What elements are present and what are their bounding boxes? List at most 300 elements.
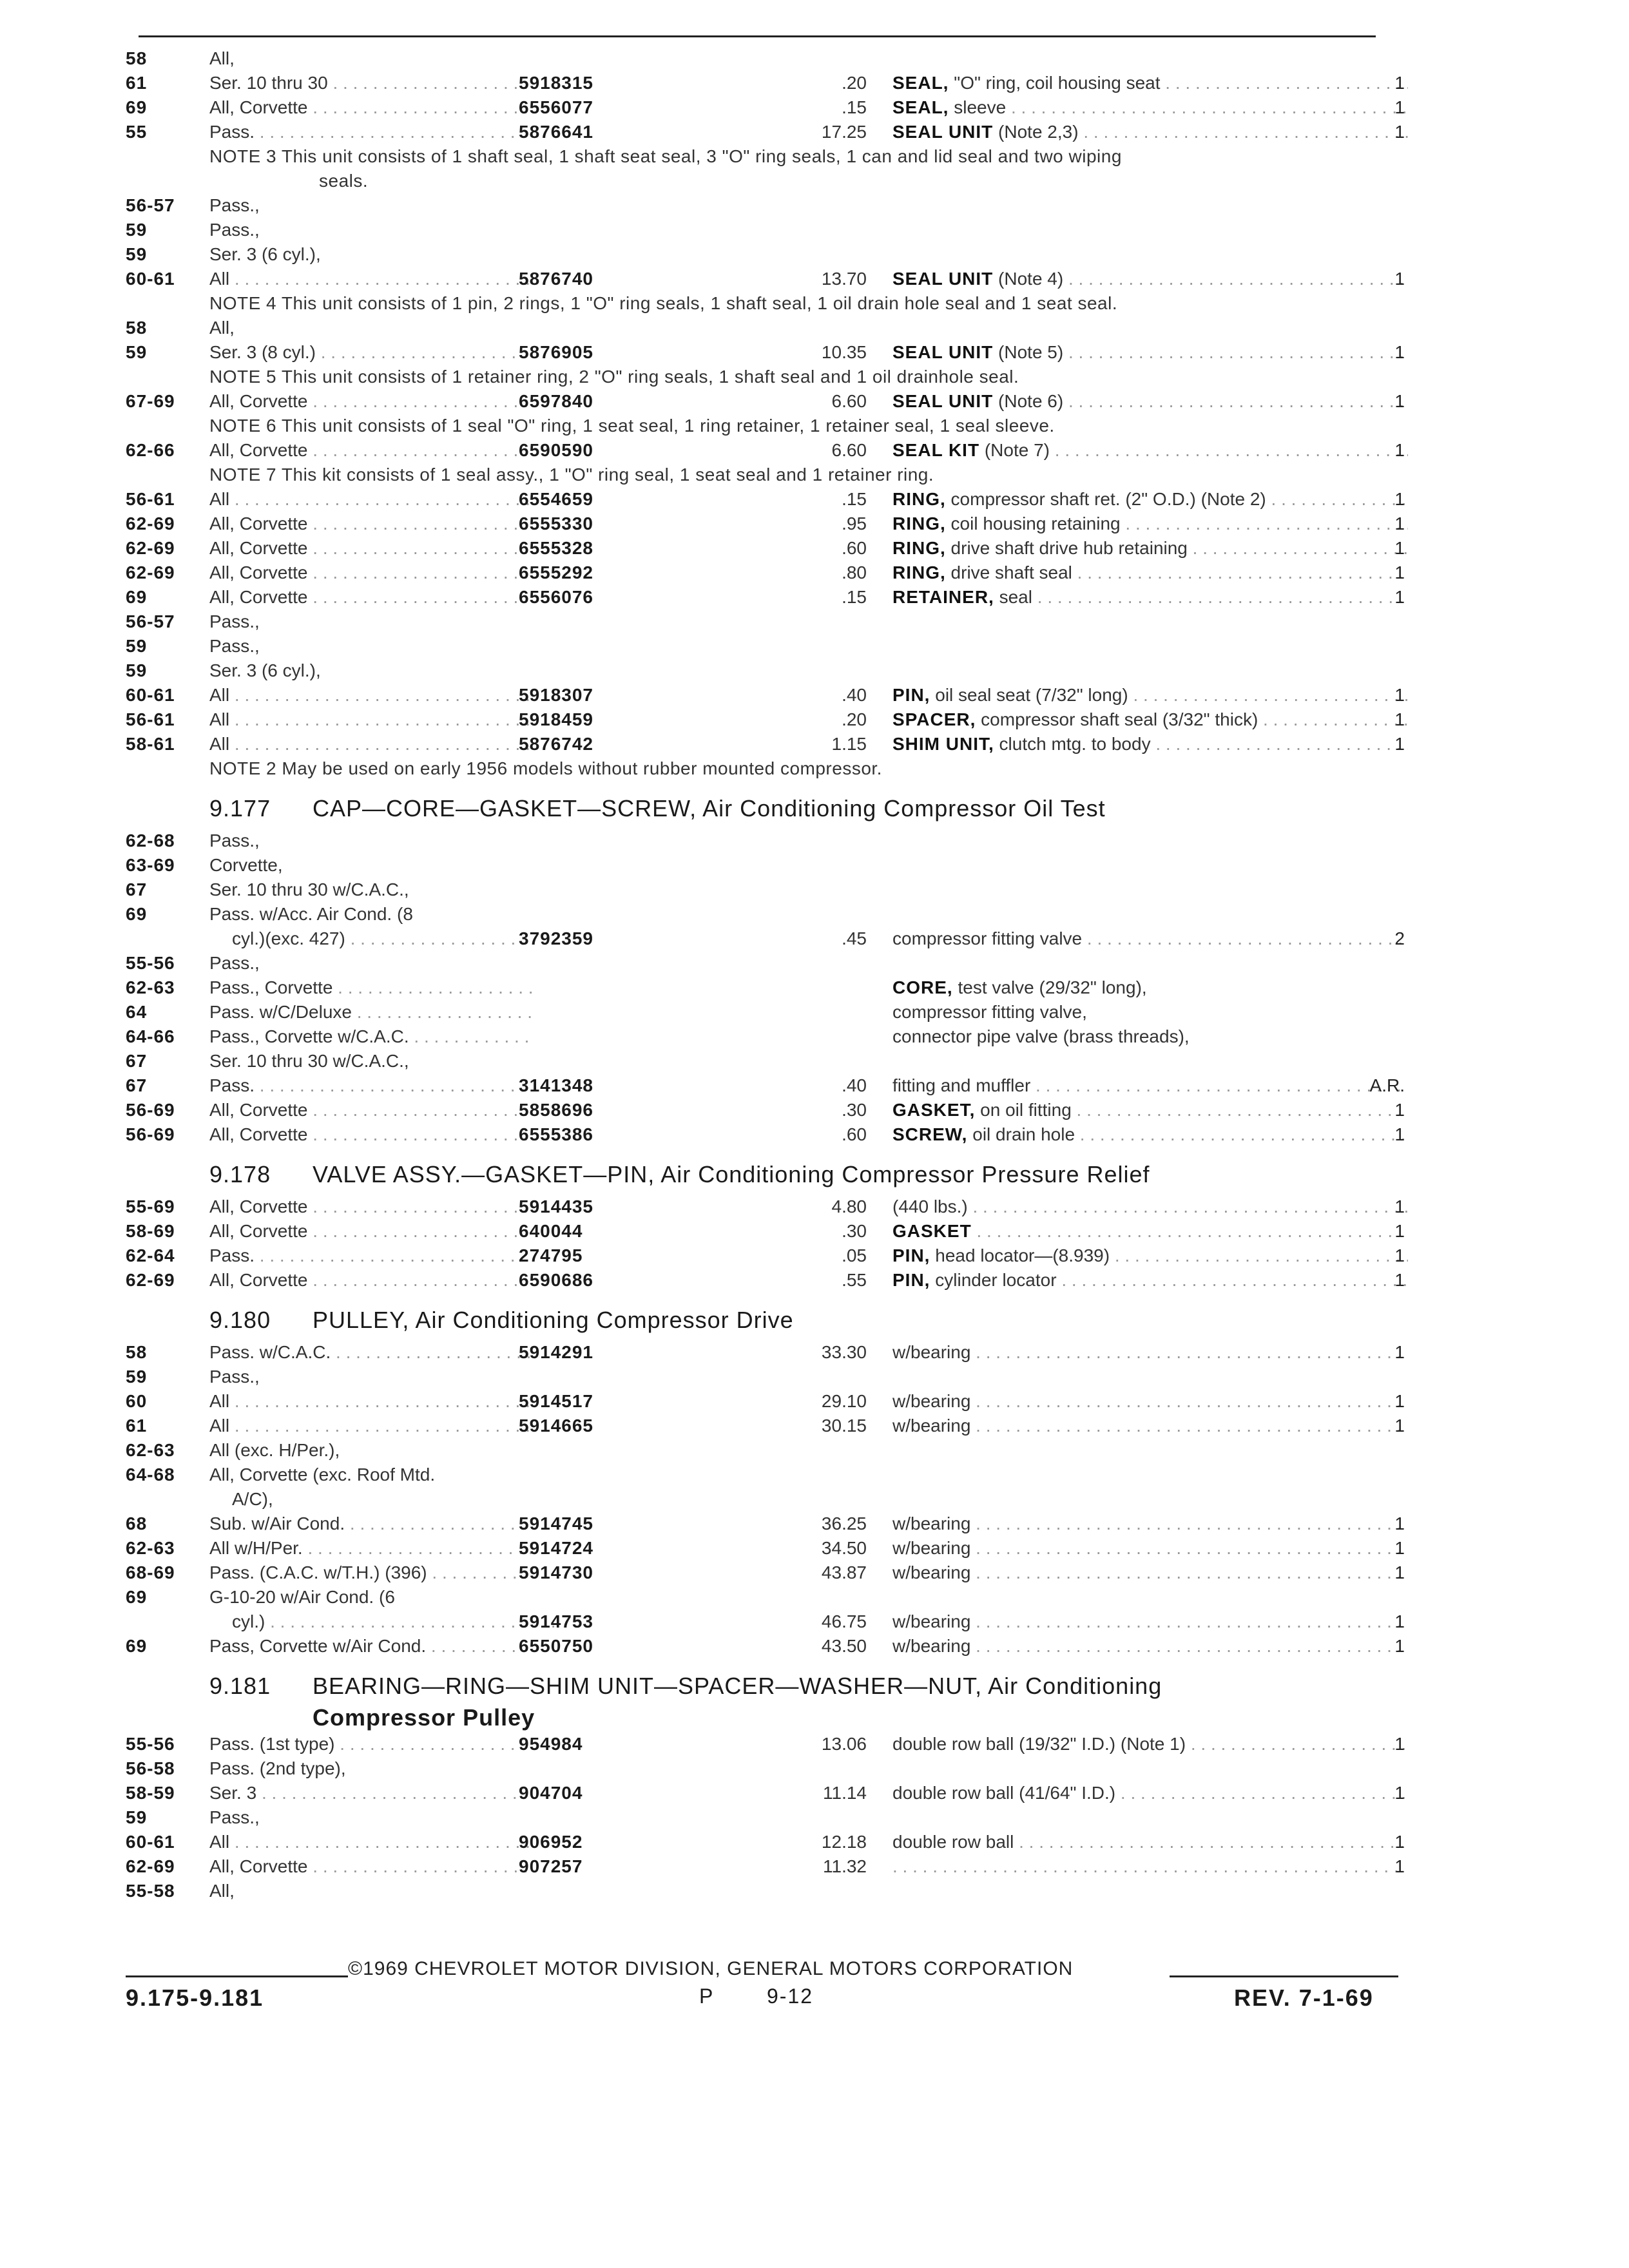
application: All, [209, 48, 235, 68]
year-range: 63-69 [126, 855, 175, 875]
year-range: 64 [126, 1002, 148, 1022]
price: .95 [842, 514, 867, 533]
quantity: 1 [1394, 73, 1405, 93]
price: .20 [842, 73, 867, 93]
year-range: 58-69 [126, 1221, 175, 1241]
price: .55 [842, 1270, 867, 1290]
year-range: 56-57 [126, 611, 175, 631]
price: .30 [842, 1221, 867, 1241]
table-row [126, 1340, 1408, 1365]
year-range: 59 [126, 636, 148, 656]
part-number: 6597840 [519, 391, 594, 411]
application: Pass., Corvette w/C.A.C. . . . [209, 1024, 532, 1049]
application: All, [209, 318, 235, 338]
footer-page-letter: P [699, 1984, 715, 2008]
table-row [126, 1536, 1408, 1561]
table-row [126, 316, 1408, 340]
application: All, Corvette . . . [209, 585, 532, 610]
application: All . . . [209, 487, 532, 512]
application: All, Corvette . . . [209, 1122, 532, 1147]
year-range: 64-68 [126, 1465, 175, 1485]
quantity: 1 [1394, 1245, 1405, 1265]
price: .80 [842, 562, 867, 582]
table-row [126, 1463, 1408, 1487]
price: 11.14 [823, 1783, 867, 1803]
table-row [126, 438, 1408, 463]
table-row [126, 683, 1408, 707]
description-keyword: GASKET [892, 1221, 972, 1241]
table-row [126, 120, 1408, 144]
quantity: 1 [1394, 562, 1405, 582]
price: 1.15 [831, 734, 867, 754]
quantity: 1 [1394, 734, 1405, 754]
table-row [126, 1756, 1408, 1781]
description-keyword: SEAL UNIT [892, 269, 994, 289]
part-number: 6554659 [519, 489, 594, 509]
year-range: 61 [126, 73, 148, 93]
price: 10.35 [821, 342, 867, 362]
year-range: 59 [126, 1807, 148, 1827]
price: 4.80 [831, 1196, 867, 1216]
year-range: 69 [126, 904, 148, 924]
table-row [126, 878, 1408, 902]
table-row: cyl.)(exc. 427) . . . 3792359 .45 compressor fitting valve . . . 2 [126, 927, 1408, 951]
application: All . . . [209, 707, 532, 732]
application: Ser. 3 . . . [209, 1781, 532, 1805]
part-number: 5914435 [519, 1196, 594, 1216]
section-9-180-heading: 9.180 PULLEY, Air Conditioning Compressor Drive [209, 1307, 794, 1333]
year-range: 56-57 [126, 195, 175, 215]
note-5: NOTE 5 This unit consists of 1 retainer ring, 2 "O" ring seals, 1 shaft seal and 1 oil drainhole seal. [209, 367, 1019, 387]
year-range: 68 [126, 1514, 148, 1533]
description: SEAL UNIT (Note 6) . . . [892, 389, 1408, 414]
table-row [126, 46, 1408, 71]
application: All, Corvette . . . [209, 561, 532, 585]
description: SHIM UNIT, clutch mtg. to body . . . [892, 732, 1408, 756]
application: Ser. 3 (6 cyl.), [209, 244, 321, 264]
table-row [126, 1098, 1408, 1122]
table-row [126, 1024, 1408, 1049]
application: Sub. w/Air Cond. . . . [209, 1512, 532, 1536]
part-number: 5914724 [519, 1538, 594, 1558]
application: Pass. . . . [209, 1244, 532, 1268]
application: All . . . [209, 1414, 532, 1438]
application: Ser. 10 thru 30 . . . [209, 71, 532, 95]
year-range: 67 [126, 1051, 148, 1071]
footer-rule-right [1170, 1975, 1398, 1977]
application: All, [209, 1881, 235, 1901]
application: Pass., [209, 1367, 260, 1387]
quantity: 1 [1394, 440, 1405, 460]
year-range: 67-69 [126, 391, 175, 411]
section-9-177-heading: 9.177 CAP—CORE—GASKET—SCREW, Air Conditioning Compressor Oil Test [209, 795, 1106, 822]
part-number: 904704 [519, 1783, 583, 1803]
description: RING, drive shaft drive hub retaining . . . [892, 536, 1408, 561]
section-9-181-heading: 9.181 BEARING—RING—SHIM UNIT—SPACER—WASHER—NUT, Air Conditioning [209, 1673, 1162, 1699]
price: .60 [842, 538, 867, 558]
table-row [126, 1805, 1408, 1830]
price: .15 [842, 587, 867, 607]
description: double row ball (19/32" I.D.) (Note 1) . . . [892, 1732, 1408, 1756]
description-keyword: SEAL UNIT [892, 391, 994, 411]
application: All (exc. H/Per.), [209, 1440, 340, 1460]
table-row [126, 1365, 1408, 1389]
top-rule [139, 35, 1376, 37]
year-range: 56-69 [126, 1124, 175, 1144]
table-row [126, 389, 1408, 414]
price: 12.18 [821, 1832, 867, 1852]
table-row [126, 975, 1408, 1000]
part-number: 6550750 [519, 1636, 594, 1656]
note-3-cont: seals. [319, 171, 369, 191]
description [892, 1219, 1408, 1244]
year-range: 59 [126, 1367, 148, 1387]
quantity: 1 [1394, 1636, 1405, 1656]
note-4: NOTE 4 This unit consists of 1 pin, 2 rings, 1 "O" ring seals, 1 shaft seal, 1 oil drain hole seal and 1 seat seal. [209, 293, 1118, 313]
table-row [126, 561, 1408, 585]
price: 13.70 [821, 269, 867, 289]
year-range: 69 [126, 1587, 148, 1607]
application: All, Corvette . . . [209, 1854, 532, 1879]
description: w/bearing . . . [892, 1414, 1408, 1438]
year-range: 62-69 [126, 562, 175, 582]
year-range: 69 [126, 1636, 148, 1656]
year-range: 62-69 [126, 514, 175, 533]
table-row [126, 951, 1408, 975]
year-range: 60-61 [126, 1832, 175, 1852]
year-range: 58 [126, 318, 148, 338]
price: .05 [842, 1245, 867, 1265]
description: PIN, head locator—(8.939) . . . [892, 1244, 1408, 1268]
application: Pass., [209, 611, 260, 631]
part-number: 640044 [519, 1221, 583, 1241]
part-number: 6555328 [519, 538, 594, 558]
quantity: 1 [1394, 1342, 1405, 1362]
footer-page-number: 9-12 [767, 1984, 814, 2008]
part-number: 5914745 [519, 1514, 594, 1533]
price: 33.30 [821, 1342, 867, 1362]
description: connector pipe valve (brass threads), [892, 1026, 1190, 1046]
quantity: 1 [1394, 538, 1405, 558]
description-keyword: RING, [892, 489, 946, 509]
description-keyword: SHIM UNIT, [892, 734, 994, 754]
table-row [126, 1049, 1408, 1073]
year-range: 62-63 [126, 1440, 175, 1460]
year-range: 60-61 [126, 269, 175, 289]
note-7: NOTE 7 This kit consists of 1 seal assy., 1 "O" ring seal, 1 seat seal and 1 retainer ring. [209, 465, 934, 485]
note-3: NOTE 3 This unit consists of 1 shaft seal, 1 shaft seat seal, 3 "O" ring seals, 1 can and lid seal and two wiping [209, 146, 1122, 166]
price: 36.25 [821, 1514, 867, 1533]
part-number: 6556076 [519, 587, 594, 607]
description: fitting and muffler . . . [892, 1073, 1408, 1098]
price: .15 [842, 489, 867, 509]
year-range: 62-63 [126, 1538, 175, 1558]
application: Pass. w/C/Deluxe . . . [209, 1000, 532, 1024]
quantity: 1 [1394, 1734, 1405, 1754]
table-row [126, 1512, 1408, 1536]
price: 30.15 [821, 1416, 867, 1436]
quantity: 1 [1394, 1514, 1405, 1533]
table-row [126, 634, 1408, 658]
application: All, Corvette . . . [209, 1098, 532, 1122]
application: Pass., [209, 1807, 260, 1827]
quantity: 1 [1394, 685, 1405, 705]
description-keyword: SEAL, [892, 97, 949, 117]
description: RING, coil housing retaining . . . [892, 512, 1408, 536]
part-number: 5918315 [519, 73, 594, 93]
table-row [126, 1561, 1408, 1585]
part-number: 5876740 [519, 269, 594, 289]
year-range: 62-68 [126, 831, 175, 850]
application: All, Corvette . . . [209, 389, 532, 414]
table-row [126, 1854, 1408, 1879]
table-row [126, 732, 1408, 756]
quantity: 1 [1394, 1270, 1405, 1290]
application: All . . . [209, 1830, 532, 1854]
application: Pass. (2nd type), [209, 1758, 346, 1778]
year-range: 61 [126, 1416, 148, 1436]
footer-rule-left [126, 1975, 348, 1977]
table-row [126, 1438, 1408, 1463]
year-range: 62-69 [126, 538, 175, 558]
application: Pass., Corvette . . . [209, 975, 532, 1000]
table-row [126, 853, 1408, 878]
description: w/bearing . . . [892, 1561, 1408, 1585]
application: All w/H/Per. . . . [209, 1536, 532, 1561]
price: .40 [842, 685, 867, 705]
application: Pass, Corvette w/Air Cond. . . . [209, 1634, 532, 1658]
price: .20 [842, 709, 867, 729]
part-number: 906952 [519, 1832, 583, 1852]
year-range: 56-61 [126, 709, 175, 729]
application: All, Corvette . . . [209, 95, 532, 120]
quantity: 1 [1394, 1783, 1405, 1803]
description-keyword: PIN, [892, 685, 930, 705]
part-number: 6590590 [519, 440, 594, 460]
description-keyword: PIN, [892, 1270, 930, 1290]
year-range: 60-61 [126, 685, 175, 705]
price: 43.87 [821, 1562, 867, 1582]
price: 6.60 [831, 440, 867, 460]
description-keyword: SEAL UNIT [892, 122, 994, 142]
table-row [126, 340, 1408, 365]
application: Pass. . . . [209, 1073, 532, 1098]
quantity: 1 [1394, 342, 1405, 362]
table-row: cyl.) . . . 5914753 46.75 w/bearing . . . 1 [126, 1610, 1408, 1634]
part-number: 6555330 [519, 514, 594, 533]
price: 11.32 [823, 1856, 867, 1876]
part-number: 5914517 [519, 1391, 594, 1411]
application: All, Corvette . . . [209, 536, 532, 561]
footer-copyright: ©1969 CHEVROLET MOTOR DIVISION, GENERAL MOTORS CORPORATION [348, 1958, 1074, 1979]
quantity: 1 [1394, 514, 1405, 533]
part-number: 5876742 [519, 734, 594, 754]
description: GASKET, on oil fitting . . . [892, 1098, 1408, 1122]
table-row [126, 1879, 1408, 1903]
description: SEAL UNIT (Note 2,3) . . . [892, 120, 1408, 144]
part-number: 5914665 [519, 1416, 594, 1436]
application: All, Corvette . . . [209, 438, 532, 463]
price: 17.25 [821, 122, 867, 142]
table-row [126, 1634, 1408, 1658]
description: PIN, oil seal seat (7/32" long) . . . [892, 683, 1408, 707]
part-number: 6556077 [519, 97, 594, 117]
year-range: 69 [126, 97, 148, 117]
description: w/bearing . . . [892, 1634, 1408, 1658]
quantity: 1 [1394, 1196, 1405, 1216]
quantity: 1 [1394, 1562, 1405, 1582]
price: .40 [842, 1075, 867, 1095]
description-keyword: SEAL, [892, 73, 949, 93]
price: 13.06 [821, 1734, 867, 1754]
footer-section-range: 9.175-9.181 [126, 1984, 264, 2011]
description-keyword: RING, [892, 562, 946, 582]
year-range: 62-63 [126, 977, 175, 997]
quantity: 1 [1394, 1856, 1405, 1876]
year-range: 67 [126, 879, 148, 899]
description: (440 lbs.) . . . [892, 1195, 1408, 1219]
table-row [126, 1585, 1408, 1610]
description: double row ball (41/64" I.D.) . . . [892, 1781, 1408, 1805]
year-range: 59 [126, 342, 148, 362]
part-number: 6555292 [519, 562, 594, 582]
description: double row ball . . . [892, 1830, 1408, 1854]
description-keyword: SCREW, [892, 1124, 968, 1144]
description-keyword: RING, [892, 514, 946, 533]
year-range: 62-64 [126, 1245, 175, 1265]
table-row [126, 707, 1408, 732]
part-number: 3141348 [519, 1075, 594, 1095]
year-range: 55-56 [126, 953, 175, 973]
table-row [126, 267, 1408, 291]
description: SPACER, compressor shaft seal (3/32" thick) . . . [892, 707, 1408, 732]
year-range: 55-56 [126, 1734, 175, 1754]
table-row [126, 1000, 1408, 1024]
quantity: 1 [1394, 1416, 1405, 1436]
quantity: 1 [1394, 587, 1405, 607]
year-range: 56-58 [126, 1758, 175, 1778]
year-range: 55-58 [126, 1881, 175, 1901]
year-range: 56-61 [126, 489, 175, 509]
application: Ser. 3 (8 cyl.) . . . [209, 340, 532, 365]
description: SCREW, oil drain hole . . . [892, 1122, 1408, 1147]
table-row [126, 536, 1408, 561]
year-range: 60 [126, 1391, 148, 1411]
table-row [126, 1073, 1408, 1098]
quantity: 1 [1394, 97, 1405, 117]
description: SEAL KIT (Note 7) . . . [892, 438, 1408, 463]
year-range: 62-66 [126, 440, 175, 460]
quantity: 1 [1394, 1221, 1405, 1241]
table-row [126, 1268, 1408, 1293]
application: Pass. (C.A.C. w/T.H.) (396) . . . [209, 1561, 532, 1585]
quantity: 1 [1394, 1100, 1405, 1120]
description-keyword: SPACER, [892, 709, 976, 729]
application: All, Corvette . . . [209, 1219, 532, 1244]
description-keyword: SEAL KIT [892, 440, 980, 460]
application: All, Corvette . . . [209, 1268, 532, 1293]
year-range: 62-69 [126, 1856, 175, 1876]
part-number: 5914291 [519, 1342, 594, 1362]
part-number: 274795 [519, 1245, 583, 1265]
description: SEAL, sleeve . . . [892, 95, 1408, 120]
table-row [126, 1122, 1408, 1147]
description: CORE, test valve (29/32" long), [892, 977, 1147, 997]
table-row [126, 1414, 1408, 1438]
description-keyword: CORE, [892, 977, 953, 997]
application: Pass., [209, 636, 260, 656]
part-number: 907257 [519, 1856, 583, 1876]
description: w/bearing . . . [892, 1340, 1408, 1365]
application: All . . . [209, 683, 532, 707]
price: 34.50 [821, 1538, 867, 1558]
description: PIN, cylinder locator . . . [892, 1268, 1408, 1293]
description: w/bearing . . . [892, 1536, 1408, 1561]
description: RING, drive shaft seal . . . [892, 561, 1408, 585]
table-row [126, 218, 1408, 242]
application: Pass. w/C.A.C. . . . [209, 1340, 532, 1365]
part-number: 5876641 [519, 122, 594, 142]
application: Pass. w/Acc. Air Cond. (8 [209, 904, 413, 924]
year-range: 58-59 [126, 1783, 175, 1803]
description: SEAL, "O" ring, coil housing seat . . . [892, 71, 1408, 95]
price: 6.60 [831, 391, 867, 411]
application: All . . . [209, 267, 532, 291]
table-row [126, 658, 1408, 683]
quantity: 1 [1394, 709, 1405, 729]
description [892, 1854, 1408, 1879]
year-range: 59 [126, 660, 148, 680]
table-row [126, 829, 1408, 853]
table-row [126, 1244, 1408, 1268]
quantity: A.R. [1369, 1075, 1405, 1095]
note-6: NOTE 6 This unit consists of 1 seal "O" ring, 1 seat seal, 1 ring retainer, 1 retainer seal, 1 seal sleeve. [209, 416, 1055, 436]
price: .30 [842, 1100, 867, 1120]
quantity: 1 [1394, 1391, 1405, 1411]
table-row [126, 1732, 1408, 1756]
description-keyword: PIN, [892, 1245, 930, 1265]
year-range: 58-61 [126, 734, 175, 754]
table-row [126, 1781, 1408, 1805]
application: G-10-20 w/Air Cond. (6 [209, 1587, 395, 1607]
part-number: 5858696 [519, 1100, 594, 1120]
application: Ser. 3 (6 cyl.), [209, 660, 321, 680]
year-range: 62-69 [126, 1270, 175, 1290]
description-keyword: GASKET, [892, 1100, 976, 1120]
application: Pass. (1st type) . . . [209, 1732, 532, 1756]
description: w/bearing . . . [892, 1389, 1408, 1414]
table-row [126, 1195, 1408, 1219]
year-range: 55-69 [126, 1196, 175, 1216]
application: All . . . [209, 1389, 532, 1414]
description: RETAINER, seal . . . [892, 585, 1408, 610]
application: Pass. . . . [209, 120, 532, 144]
price: 43.50 [821, 1636, 867, 1656]
price: 29.10 [821, 1391, 867, 1411]
part-number: 5914730 [519, 1562, 594, 1582]
year-range: 68-69 [126, 1562, 175, 1582]
application: All . . . [209, 732, 532, 756]
table-row: A/C), [232, 1489, 273, 1509]
table-row [126, 585, 1408, 610]
application: All, Corvette . . . [209, 512, 532, 536]
table-row [126, 193, 1408, 218]
application: Pass., [209, 220, 260, 240]
quantity: 1 [1394, 1832, 1405, 1852]
section-9-178-heading: 9.178 VALVE ASSY.—GASKET—PIN, Air Conditioning Compressor Pressure Relief [209, 1161, 1150, 1187]
part-number: 6555386 [519, 1124, 594, 1144]
quantity: 1 [1394, 269, 1405, 289]
